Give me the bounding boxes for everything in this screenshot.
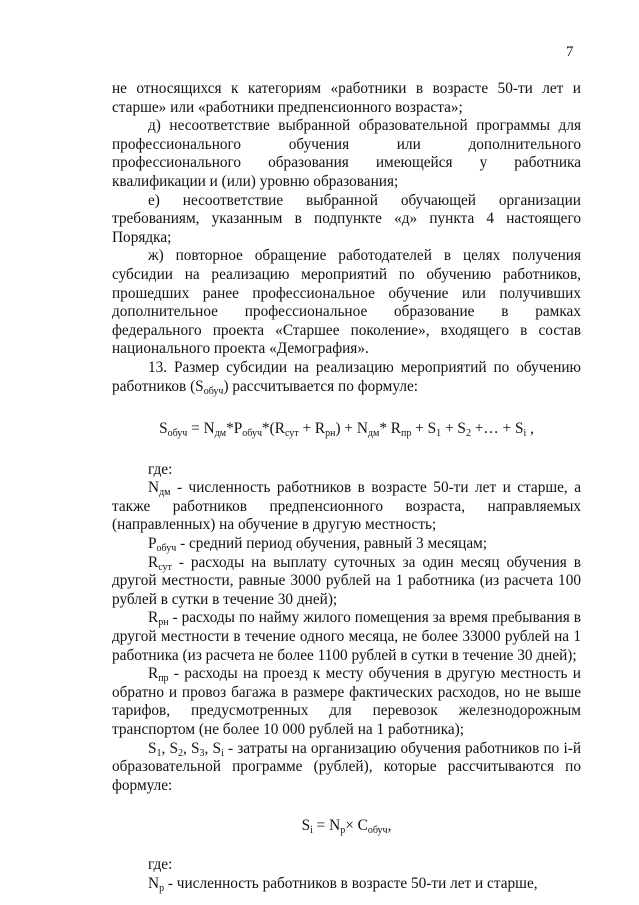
definition-ndm: $N_{дм}$ - численность работников в возрасте 50-ти лет и старше, а также работников предпенсионного возраста, направляемых (направленных) на обучение в другую местность; (112, 479, 581, 534)
paragraph-item-d: д) несоответствие выбранной образовательной программы для профессионального обучения или дополнительного профессионального образования имеющейся у работника квалификации и (или) уровню образования; (112, 117, 581, 190)
definition-np: $N_р$ - численность работников в возрасте 50-ти лет и старше, (148, 874, 538, 894)
definition-rpr: $R_{пр}$ - расходы на проезд к месту обучения в другую местность и обратно и провоз багажа в размере фактических расходов, но не выше тарифов, предусмотренных для перевозок железнодорожным транспортом (не более 10 000 рублей на 1 работника); (112, 665, 581, 738)
paragraph-13: 13. Размер субсидии на реализацию мероприятий по обучению работников $(S_{обуч})$ рассчитывается по формуле: (112, 358, 581, 397)
paragraph-continuation: не относящихся к категориям «работники в возрасте 50-ти лет и старше» или «работники предпенсионного возраста»; (112, 80, 581, 116)
definition-s-list: $S_1$, $S_2$, $S_3$, $S_i$ - затраты на организацию обучения работников по i-й образовательной программе (рублей), которые рассчитываются по формуле: (112, 739, 582, 794)
where-label: где: (148, 460, 173, 478)
where-label-2: где: (148, 855, 173, 873)
paragraph-item-zh: ж) повторное обращение работодателей в целях получения субсидии на реализацию мероприятий по обучению работников, прошедших ранее профессиональное обучение или получивших дополнительное профессиональное образование в рамках федерального проекта «Старшее поколение», входящего в состав национального проекта «Демография». (112, 247, 581, 358)
formula-si: $S_i = N_р\times С_{обуч}$, (301, 817, 392, 837)
document-body (112, 80, 581, 893)
definition-pobuch: $P_{обуч}$ - средний период обучения, равный 3 месяцам; (148, 535, 488, 555)
paragraph-item-e: е) несоответствие выбранной обучающей организации требованиям, указанным в подпункте «д» пункта 4 настоящего Порядка; (112, 191, 581, 246)
formula-subsidy: $S_{обуч} = N_{дм}*P_{обуч}*(R_{сут} + R_{рн}) + N_{дм}*$ $R_{пр} + S_1 + S_2$ +… + $S_i$ , (159, 420, 534, 440)
definition-rsut: $R_{сут}$ - расходы на выплату суточных за один месяц обучения в другой местности, равные 3000 рублей на 1 работника (из расчета 100 рублей в сутки в течение 30 дней); (112, 553, 581, 608)
definition-rrn: $R_{рн}$ - расходы по найму жилого помещения за время пребывания в другой местности в течение одного месяца, не более 33000 рублей на 1 работника (из расчета не более 1100 рублей в сутки в течение 30 дней); (112, 609, 581, 664)
page-number: 7 (566, 44, 574, 60)
